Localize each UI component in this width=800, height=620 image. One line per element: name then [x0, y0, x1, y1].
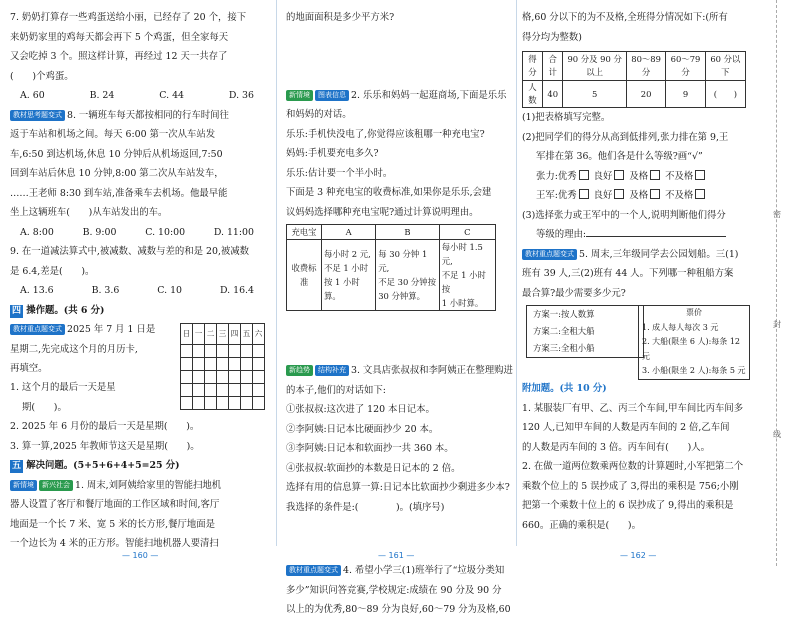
- q2-line: 乐乐:手机快没电了,你觉得应该租哪一种充电宝?: [286, 128, 485, 140]
- option: D. 36: [228, 90, 254, 101]
- q7-options: [10, 86, 268, 106]
- cal-line: 再填空。: [10, 363, 48, 374]
- option: B. 24: [89, 90, 115, 101]
- table-cell: [439, 240, 495, 311]
- table-header: 60～79 分: [666, 52, 705, 81]
- table-cell: [376, 240, 440, 311]
- price-item: 3. 小船(限坐 2 人):每条 5 元: [642, 366, 746, 375]
- powerbank-table: [286, 224, 496, 311]
- q8-options: [10, 223, 268, 243]
- q5-line: 班有 39 人,三(2)班有 44 人。下列哪一种租船方案: [522, 268, 734, 279]
- q3-line: ④张叔叔:软面抄的本数是日记本的 2 倍。: [286, 462, 461, 474]
- cell-line: 1 小时算。: [441, 298, 484, 308]
- q2-line: 乐乐:估计要一个半小时。: [286, 167, 393, 179]
- sub-question: (3)选择张力或王军中的一个人,说明判断他们得分: [522, 209, 726, 221]
- grade-label: 不及格: [665, 190, 694, 201]
- column-right: [522, 8, 754, 535]
- q3-line: ①张叔叔:这次进了 120 本日记本。: [286, 404, 435, 415]
- sub-question: 军排在第 36。他们各是什么等级?画“√”: [536, 151, 703, 162]
- q2-line: 议妈妈选择哪种充电宝呢?通过计算说明理由。: [286, 206, 479, 218]
- page-number: — 161 —: [378, 551, 415, 560]
- table-cell: 40: [542, 81, 562, 108]
- table-row-label: 收费标准: [287, 240, 322, 311]
- section-number: 四: [12, 305, 22, 316]
- q1-tag: 新兴社会: [39, 480, 73, 491]
- sub-question: [522, 225, 754, 245]
- answer-space: [286, 311, 514, 361]
- page-number: — 162 —: [620, 551, 657, 560]
- cal-header: 四: [229, 324, 241, 345]
- option: A. 60: [20, 90, 45, 101]
- table-header: 得分: [523, 52, 543, 81]
- cal-header: 三: [217, 324, 229, 345]
- table-header: B: [376, 225, 440, 240]
- bonus-heading: 附加题。(共 10 分): [522, 383, 607, 394]
- q8-line: 坐上这辆班车( )从车站发出的车。: [10, 207, 168, 218]
- plan-item: 方案一:按人数算: [533, 309, 595, 319]
- sub-question-text: 等级的理由:: [536, 229, 587, 240]
- cell-line: 每小时 2 元,: [324, 249, 371, 259]
- calendar-card: [180, 323, 265, 410]
- page-number: — 160 —: [122, 551, 159, 560]
- q1-line: 一个边长为 4 米的正方形。智能扫地机器人要清扫: [10, 538, 219, 549]
- checkbox[interactable]: [579, 170, 589, 180]
- plan-item: 方案二:全租大船: [533, 326, 595, 336]
- q9-options: [10, 281, 268, 301]
- bonus-line: 的人数是丙车间的 3 倍。丙车间有( )人。: [522, 441, 710, 453]
- column-middle: [286, 8, 514, 620]
- q5-line: 5. 周末,三年级同学去公园划船。三(1): [579, 248, 739, 260]
- cal-header: 一: [193, 324, 205, 345]
- answer-line[interactable]: [586, 226, 726, 237]
- q3-line: ③李阿姨:日记本和软面抄一共 360 本。: [286, 443, 454, 454]
- q8-line: ……王老师 8:30 到车站,准备乘车去机场。他最早能: [10, 187, 228, 199]
- cal-q1: 期( )。: [22, 401, 67, 413]
- q4-line: 以上的为优秀,80～89 分为良好,60～79 分为及格,60: [286, 604, 511, 615]
- table-header: 60 分以下: [705, 52, 745, 81]
- table-header: 合计: [542, 52, 562, 81]
- table-header: 充电宝: [287, 225, 322, 240]
- option: B. 3.6: [91, 285, 120, 296]
- option: D. 16.4: [219, 285, 254, 296]
- q5-line: 最合算?最少需要多少元?: [522, 287, 626, 299]
- cell-line: 30 分钟算。: [378, 291, 426, 301]
- grade-label: 张力:优秀: [536, 170, 577, 182]
- grade-label: 及格: [629, 170, 649, 182]
- cell-line: 按 1 小时算。: [324, 277, 360, 301]
- cal-q1: 1. 这个月的最后一天是星: [10, 382, 116, 393]
- q5-tag: 教材重点题变式: [522, 249, 577, 260]
- margin-char: 线: [773, 430, 781, 439]
- checkbox[interactable]: [695, 170, 705, 180]
- q4-tag: 教材重点题变式: [286, 565, 341, 576]
- bonus-line: 120 人,已知甲车间的人数是丙车间的 2 倍,乙车间: [522, 422, 730, 433]
- grade-label: 良好: [593, 170, 613, 182]
- margin-char: 密: [773, 210, 781, 219]
- table-header: 80～89 分: [626, 52, 665, 81]
- table-header: A: [322, 225, 376, 240]
- boat-plans: [522, 303, 754, 375]
- bonus-line: 2. 在做一道两位数乘两位数的计算题时,小军把第二个: [522, 461, 744, 472]
- q7-line: ( )个鸡蛋。: [10, 70, 74, 82]
- question-9: [10, 242, 268, 301]
- plan-item: 方案三:全租小船: [533, 343, 595, 353]
- price-item: 1. 成人每人每次 3 元: [642, 322, 719, 332]
- column-divider: [516, 0, 517, 546]
- bonus-line: 1. 某服装厂有甲、乙、丙三个车间,甲车间比丙车间多: [522, 402, 744, 414]
- cal-q2: 2. 2025 年 6 月份的最后一天是星期( )。: [10, 421, 200, 432]
- cal-tag: 教材重点题变式: [10, 324, 65, 335]
- checkbox[interactable]: [650, 170, 660, 180]
- q8-line: 8. 一辆班车每天都按相同的行车时间往: [67, 109, 229, 121]
- column-left: [10, 8, 268, 554]
- cal-header: 日: [181, 324, 193, 345]
- option: A. 8:00: [20, 226, 54, 238]
- table-header: C: [439, 225, 495, 240]
- q8-line: 车,6:50 到达机场,休息 10 分钟后从机场返回,7:50: [10, 148, 223, 160]
- checkbox[interactable]: [650, 189, 660, 199]
- q1-end: 的地面面积是多少平方米?: [286, 12, 395, 23]
- grade-label: 不及格: [665, 170, 694, 182]
- table-cell: 20: [626, 81, 665, 108]
- cell-line: 不足 1 小时: [324, 263, 369, 273]
- q2-line: 2. 乐乐和妈妈一起逛商场,下面是乐乐: [351, 89, 507, 101]
- q3-line: 3. 文具店张叔叔和李阿姨正在整理购进: [351, 365, 513, 376]
- cal-line: 星期二,先完成这个月的月历卡,: [10, 343, 138, 355]
- section-number: 五: [12, 461, 22, 471]
- q2-line: 下面是 3 种充电宝的收费标准,如果你是乐乐,会建: [286, 187, 492, 198]
- calendar-question: [10, 320, 268, 378]
- checkbox[interactable]: [695, 189, 705, 199]
- table-cell: 5: [563, 81, 626, 108]
- table-cell: [322, 240, 376, 311]
- q3-line: 选择有用的信息算一算:日记本比软面抄少剩进多少本?: [286, 482, 510, 493]
- q3-tag: 结构补充: [315, 365, 349, 376]
- margin-char: 封: [773, 320, 781, 329]
- cal-header: 二: [205, 324, 217, 345]
- checkbox[interactable]: [579, 189, 589, 199]
- option: B. 9:00: [82, 226, 117, 238]
- q3-line: 我选择的条件是:( )。(填序号): [286, 501, 445, 513]
- q8-line: 回到车站后休息 10 分钟,8:00 第二次从车站发车，: [10, 168, 224, 179]
- plan-box: [526, 305, 644, 358]
- option: A. 13.6: [20, 285, 54, 296]
- question-7: [10, 8, 268, 106]
- q4-line: 4. 希望小学三(1)班举行了“垃圾分类知: [343, 565, 505, 576]
- checkbox[interactable]: [614, 170, 624, 180]
- column-divider: [276, 0, 277, 546]
- cell-line: 每 30 分钟 1 元,: [378, 249, 428, 273]
- q2-line: 和妈妈的对话。: [286, 109, 352, 120]
- grade-row: [522, 186, 754, 206]
- section-4-heading: [10, 301, 268, 321]
- cell-line: 不足 1 小时按: [441, 270, 486, 294]
- option: C. 44: [159, 90, 184, 101]
- q1-line: 1. 周末,刘阿姨给家里的智能扫地机: [75, 479, 222, 491]
- q8-tag: 教材思考题变式: [10, 110, 65, 121]
- q3-line: 的本子,他们的对话如下:: [286, 384, 386, 396]
- grade-row: [522, 167, 754, 187]
- section-title: 解决问题。(5+5+6+4+5=25 分): [26, 460, 180, 471]
- q7-line: 7. 奶奶打算存一些鸡蛋送给小丽，已经存了 20 个，接下: [10, 12, 247, 23]
- q7-line: 又会吃掉 3 个。照这样计算，再经过 12 天一共存了: [10, 51, 228, 62]
- cell-line: 每小时 1.5 元,: [441, 242, 483, 266]
- price-title: 票价: [686, 308, 702, 317]
- grade-label: 及格: [629, 190, 649, 201]
- table-cell: 9: [666, 81, 705, 108]
- q2-line: 妈妈:手机要充电多久?: [286, 148, 379, 159]
- q4-line: 多少”知识问答竞赛,学校规定:成绩在 90 分及 90 分: [286, 584, 502, 596]
- cal-line: 2025 年 7 月 1 日是: [67, 324, 156, 335]
- table-header: 90 分及 90 分以上: [563, 52, 626, 81]
- grade-label: 良好: [593, 190, 613, 201]
- q3-tag: 新趋势: [286, 365, 313, 376]
- option: C. 10:00: [145, 226, 186, 238]
- bonus-line: 660。正确的乘积是( )。: [522, 519, 641, 531]
- checkbox[interactable]: [614, 189, 624, 199]
- sub-question: (1)把表格填写完整。: [522, 112, 611, 123]
- q9-line: 9. 在一道减法算式中,被减数、减数与差的和是 20,被减数: [10, 246, 250, 257]
- q4-line: 格,60 分以下的为不及格,全班得分情况如下:(所有: [522, 12, 728, 23]
- option: D. 11:00: [213, 226, 254, 238]
- table-cell: ( ): [705, 81, 745, 108]
- q7-line: 来奶奶家里的鸡每天都会再下 5 个鸡蛋，但全家每天: [10, 31, 229, 43]
- answer-space: [286, 28, 514, 86]
- question-8: [10, 106, 268, 243]
- q8-line: 返于车站和机场之间。每天 6:00 第一次从车站发: [10, 129, 216, 140]
- section-title: 操作题。(共 6 分): [26, 304, 105, 316]
- q1-tag: 新情境: [10, 480, 37, 491]
- cell-line: 不足 30 分钟按: [378, 277, 437, 287]
- cal-header: 六: [253, 324, 265, 345]
- price-box: [638, 305, 750, 380]
- side-margin: [770, 160, 784, 490]
- grade-label: 王军:优秀: [536, 190, 577, 201]
- table-cell: 人数: [523, 81, 543, 108]
- bonus-line: 乘数个位上的 5 误抄成了 3,得出的乘积是 756;小刚: [522, 480, 739, 492]
- cal-q3: 3. 算一算,2025 年教师节这天是星期( )。: [10, 440, 200, 452]
- bonus-line: 把第一个乘数十位上的 6 误抄成了 9,得出的乘积是: [522, 500, 734, 511]
- option: C. 10: [157, 285, 183, 296]
- sub-question: (2)把同学们的得分从高到低排列,张力排在第 9,王: [522, 131, 729, 143]
- score-table: [522, 51, 746, 108]
- q9-line: 是 6.4,差是( )。: [10, 265, 95, 277]
- q2-tag: 图表信息: [315, 90, 349, 101]
- q3-line: ②李阿姨:日记本比硬面抄少 20 本。: [286, 423, 439, 435]
- price-item: 2. 大船(限坐 6 人):每条 12 元: [642, 337, 741, 361]
- q2-tag: 新情境: [286, 90, 313, 101]
- q1-line: 地面是一个长 7 米、宽 5 米的长方形,餐厅地面是: [10, 518, 215, 530]
- cal-header: 五: [241, 324, 253, 345]
- q1-line: 器人设置了客厅和餐厅地面的工作区域和时间,客厅: [10, 499, 220, 510]
- section-5-heading: [10, 456, 268, 476]
- q4-line: 得分均为整数): [522, 31, 582, 43]
